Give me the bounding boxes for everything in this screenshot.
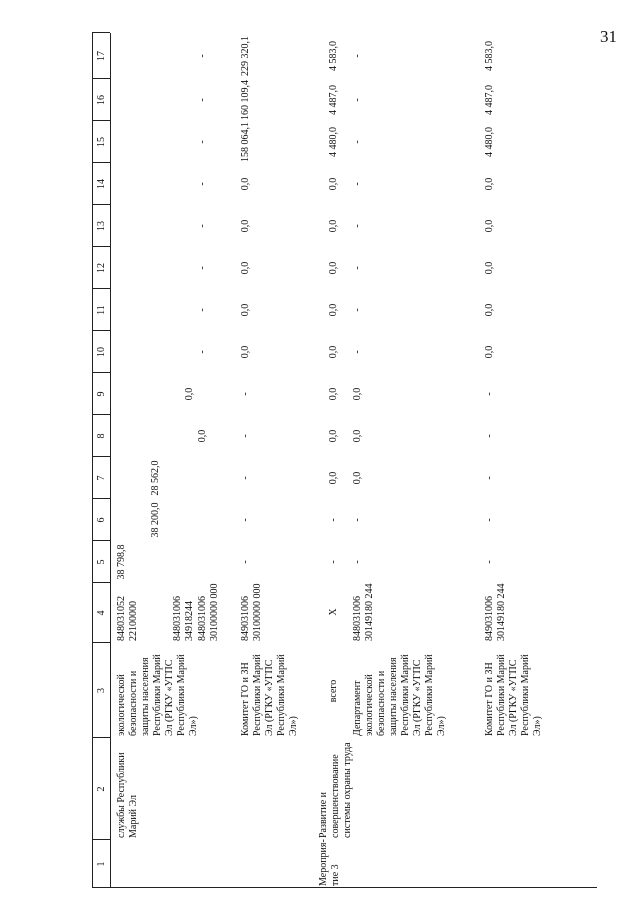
header-col-divider [92,456,110,457]
row-b-col16: 160 109,4 [240,80,251,120]
row-a-entry-1-col5: 38 798,8 [116,544,127,580]
col-header-15: 15 [96,137,107,147]
table-left-border [92,887,597,888]
col-header-9: 9 [96,391,107,397]
header-col-divider [92,737,110,738]
header-col-divider [92,246,110,247]
row-b-col11: 0,0 [240,303,251,317]
row-c2-col16: - [352,98,363,102]
row-c3-col9: - [484,392,495,396]
row-c2-executor: Департамент экологической безопасности и защиты населения Республики Марий Эл (РГКУ «УГПС Республики Марий Эл») [352,654,447,736]
row-c2-col10: - [352,350,363,354]
row-b-col5: - [240,560,251,564]
header-col-divider [92,204,110,205]
header-col-divider [92,414,110,415]
row-c3-col14: 0,0 [484,177,495,191]
row-c3-code: 849031006 30149180 244 [484,583,507,641]
row-b-col6: - [240,518,251,522]
header-bottom-border [110,33,111,888]
row-b-col9: - [240,392,251,396]
header-col-divider [92,498,110,499]
row-a-entry-3-col12: - [197,266,208,270]
col-header-16: 16 [96,95,107,105]
row-c2-col9: 0,0 [352,387,363,401]
row-c3-col13: 0,0 [484,219,495,233]
row-c-event-number: Мероприя-тие 3 [318,839,341,886]
row-a-entry-3-col10: - [197,350,208,354]
row-c3-col7: - [484,476,495,480]
row-c3-col6: - [484,518,495,522]
row-c-event-name: Развитие и совершенствование системы охраны труда [318,742,353,838]
row-a-entry-2-code: 848031006 34918244 [172,596,195,641]
header-col-divider [92,120,110,121]
row-c1-col12: 0,0 [328,261,339,275]
row-a-entry-3-col14: - [197,182,208,186]
col-header-10: 10 [96,347,107,357]
row-c2-col17: - [352,54,363,58]
row-c1-col6: - [328,518,339,522]
row-c2-col6: - [352,518,363,522]
header-col-divider [92,78,110,79]
row-a-entry-3-col11: - [197,308,208,312]
row-c3-col17: 4 583,0 [484,41,495,71]
col-header-7: 7 [96,475,107,481]
row-c2-col12: - [352,266,363,270]
row-c1-col15: 4 480,0 [328,127,339,157]
row-c1-col5: - [328,560,339,564]
col-header-17: 17 [96,51,107,61]
col-header-6: 6 [96,517,107,523]
row-c3-executor: Комитет ГО и ЗН Республики Марий Эл (РГКУ «УГПС Республики Марий Эл») [484,654,543,736]
row-a-entry-2-col6: 38 200,0 [150,502,161,538]
col-header-12: 12 [96,263,107,273]
row-b-col15: 158 064,1 [240,122,251,162]
row-b-col12: 0,0 [240,261,251,275]
row-a-entry-3-col13: - [197,224,208,228]
col-header-4: 4 [96,610,107,616]
col-header-5: 5 [96,559,107,565]
row-c3-col16: 4 487,0 [484,85,495,115]
row-a-entry-3-code: 848031006 30100000 000 [197,583,220,641]
row-a-entry-3-col15: - [197,140,208,144]
col-header-3: 3 [96,688,107,693]
row-c1-col13: 0,0 [328,219,339,233]
row-c3-col12: 0,0 [484,261,495,275]
row-a-entry-3-col8: 0,0 [197,429,208,443]
col-header-2: 2 [96,786,107,792]
row-c3-col15: 4 480,0 [484,127,495,157]
row-c1-executor: всего [328,679,339,703]
header-col-divider [92,330,110,331]
row-c1-col16: 4 487,0 [328,85,339,115]
row-a-entry-3-col9: 0,0 [184,387,195,401]
row-c1-col7: 0,0 [328,471,339,485]
row-c2-col14: - [352,182,363,186]
row-c1-col8: 0,0 [328,429,339,443]
header-col-divider [92,642,110,643]
row-b-executor: Комитет ГО и ЗН Республики Марий Эл (РГКУ «УГПС Республики Марий Эл») [240,654,299,736]
header-col-divider [92,162,110,163]
row-b-col7: - [240,476,251,480]
row-c1-code: Х [328,608,339,616]
header-col-divider [92,839,110,840]
col-header-13: 13 [96,221,107,231]
row-b-col14: 0,0 [240,177,251,191]
header-col-divider [92,540,110,541]
row-a-entry-3-col16: - [197,98,208,102]
header-col-divider [92,32,110,33]
col-header-8: 8 [96,433,107,439]
row-c1-col14: 0,0 [328,177,339,191]
row-a-entry-2-col7: 28 562,0 [150,460,161,496]
row-c3-col5: - [484,560,495,564]
row-c1-col11: 0,0 [328,303,339,317]
row-c1-col10: 0,0 [328,345,339,359]
col-header-11: 11 [96,305,107,315]
row-b-col10: 0,0 [240,345,251,359]
col-header-1: 1 [96,861,107,867]
row-c3-col10: 0,0 [484,345,495,359]
row-a-entry-3-col17: - [197,54,208,58]
row-a-program-name: службы Республики Марий Эл [116,752,139,838]
row-c1-col17: 4 583,0 [328,41,339,71]
header-col-divider [92,288,110,289]
header-col-divider [92,582,110,583]
header-col-divider [92,372,110,373]
row-c3-col11: 0,0 [484,303,495,317]
row-c2-code: 848031006 30149180 244 [352,583,375,641]
row-c2-col7: 0,0 [352,471,363,485]
row-a-entry-1-code: 848031052 22100000 [116,596,139,641]
row-a-entry-1-executor: экологической безопасности и защиты населения Республики Марий Эл (РГКУ «УГПС Республики Марий Эл») [116,654,199,736]
row-c2-col15: - [352,140,363,144]
budget-table [92,33,612,888]
page-number: 31 [600,27,617,46]
row-c2-col11: - [352,308,363,312]
row-c2-col8: 0,0 [352,429,363,443]
row-b-col13: 0,0 [240,219,251,233]
row-b-col17: 229 320,1 [240,36,251,76]
row-b-col8: - [240,434,251,438]
row-c2-col5: - [352,560,363,564]
row-c2-col13: - [352,224,363,228]
row-c3-col8: - [484,434,495,438]
col-header-14: 14 [96,179,107,189]
row-b-code: 849031006 30100000 000 [240,583,263,641]
row-c1-col9: 0,0 [328,387,339,401]
